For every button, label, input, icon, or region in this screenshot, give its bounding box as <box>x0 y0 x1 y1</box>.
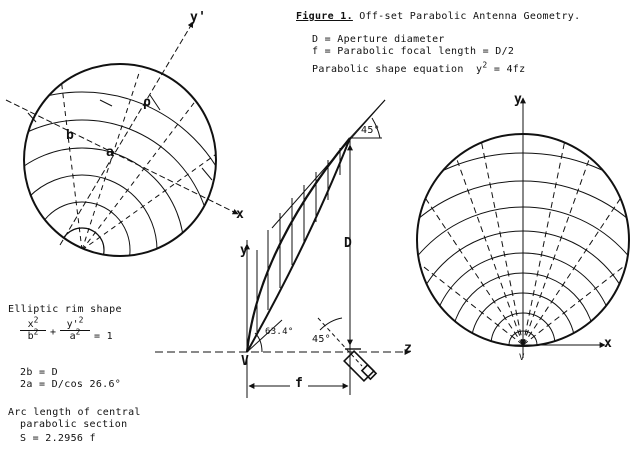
ellipse-line1: 2b = D <box>20 367 58 378</box>
ellipse-x-exp: 2 <box>33 315 39 325</box>
arc-length-line1: Arc length of central <box>8 407 141 418</box>
shape-equation-rhs: = 4fz <box>493 64 526 75</box>
label-angle-45-bottom: 45° <box>312 334 331 345</box>
ellipse-plus: + <box>50 327 57 338</box>
figure-number: Figure 1. <box>296 11 353 22</box>
label-D: D <box>344 236 353 251</box>
left-aperture-circle <box>0 22 240 408</box>
arc-length-line3: S = 2.2956 f <box>20 433 96 444</box>
figure-title: Off-set Parabolic Antenna Geometry. <box>359 11 581 22</box>
definition-f: f = Parabolic focal length = D/2 <box>312 46 515 57</box>
label-angle-63: 63.4° <box>265 327 294 337</box>
label-a: a <box>106 145 115 160</box>
ellipse-y-term: y' <box>66 319 79 330</box>
definition-d: D = Aperture diameter <box>312 34 445 45</box>
label-y-right: y <box>514 92 523 107</box>
label-V-right: V <box>519 353 525 363</box>
label-rho: ρ <box>143 95 152 110</box>
shape-equation-lhs: y <box>476 64 483 75</box>
label-V-center: V <box>241 354 250 369</box>
ellipse-heading: Elliptic rim shape <box>8 304 122 315</box>
ellipse-line2: 2a = D/cos 26.6° <box>20 379 122 390</box>
ellipse-y-fraction <box>60 315 90 342</box>
feed-horn <box>344 349 376 381</box>
ellipse-y-exp: 2 <box>78 315 84 325</box>
parabolic-section <box>155 100 413 398</box>
label-f: f <box>295 376 304 391</box>
ellipse-a-term: a <box>69 331 76 342</box>
ellipse-x-fraction <box>20 315 46 342</box>
label-b: b <box>66 128 75 143</box>
ellipse-x-term: x <box>27 319 34 330</box>
ellipse-b-term: b <box>27 331 34 342</box>
figure-caption <box>296 11 580 23</box>
label-y-center: y <box>240 243 249 258</box>
label-angle-45-top: 45° <box>361 125 380 136</box>
shape-equation <box>312 60 526 76</box>
shape-equation-exp: 2 <box>482 60 488 70</box>
arc-length-line2: parabolic section <box>20 419 128 430</box>
label-x-right: x <box>604 336 613 351</box>
ellipse-a-exp: 2 <box>75 327 81 337</box>
shape-equation-label: Parabolic shape equation <box>312 64 464 75</box>
ellipse-equals: = 1 <box>94 331 113 342</box>
label-x-left: x <box>236 207 245 222</box>
label-y-prime: y' <box>190 10 207 25</box>
ellipse-b-exp: 2 <box>33 327 39 337</box>
right-aperture-circle <box>331 98 640 458</box>
label-z: z <box>404 341 413 356</box>
